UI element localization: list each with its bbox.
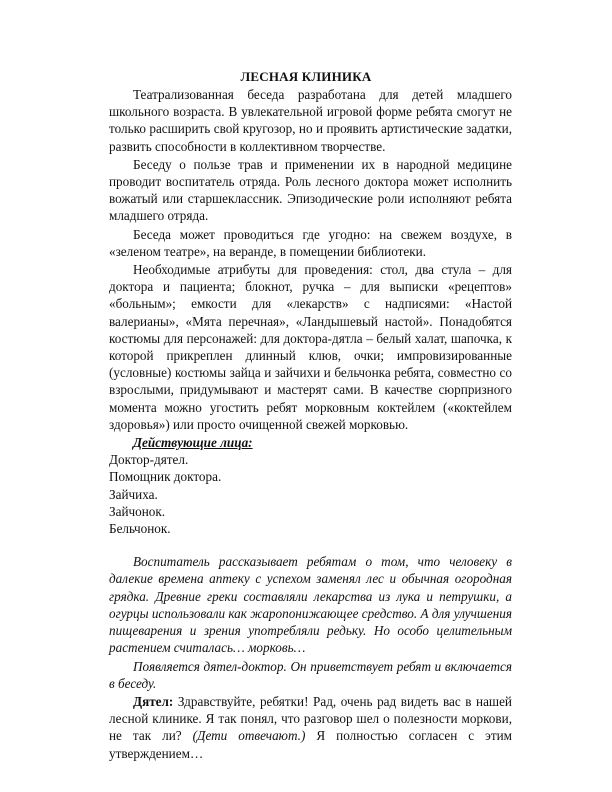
- intro-paragraph-4: Необходимые атрибуты для проведения: стол, два стула – для доктора и пациента; блокнот, ручка – для выписки «рецептов» «больным»; емкости для «лекарств» с надписями: «Настой валерианы», «Мята перечная», «Ландышевый настой». Понадобятся костюмы для персонажей: для доктора-дятла – белый халат, шапочка, к которой прикреплен длинный клюв, очки; импровизированные (условные) костюмы зайца и зайчихи и бельчонка ребята, совместно со взрослыми, придумывают и мастерят сами. В качестве сюрпризного момента можно угостить ребят морковным коктейлем («коктейлем здоровья») или просто очищенной свежей морковью.: [109, 262, 512, 432]
- document-body: [109, 86, 512, 762]
- cast-item-squirrel: Бельчонок.: [109, 521, 171, 537]
- cast-item-assistant: Помощник доктора.: [109, 469, 222, 485]
- spacer: [109, 537, 512, 553]
- intro-paragraph-1: Театрализованная беседа разработана для детей младшего школьного возраста. В увлекательной игровой форме ребята смогут не только расширить свой кругозор, но и проявить артистические задатки, развить способности в коллективном творчестве.: [109, 87, 512, 154]
- intro-paragraph-2: Беседу о пользе трав и применении их в народной медицине проводит воспитатель отряда. Роль лесного доктора может исполнить вожатый или старшеклассник. Эпизодические роли исполняют ребята младшего отряда.: [109, 156, 512, 224]
- speaker-name: Дятел:: [133, 693, 174, 709]
- cast-item-leveret: Зайчонок.: [109, 503, 166, 519]
- dialogue-line-woodpecker: [109, 693, 512, 762]
- cast-item-doctor: Доктор-дятел.: [109, 452, 189, 468]
- stage-direction-2: Появляется дятел-доктор. Он приветствует ребят и включается в беседу.: [109, 658, 512, 691]
- intro-paragraph-3: Беседа может проводиться где угодно: на свежем воздухе, в «зеленом театре», на веранде, в помещении библиотеки.: [109, 226, 512, 259]
- dialogue-remark: (Дети отвечают.): [192, 728, 306, 744]
- dialogue-text-2: Я полностью согласен с этим утверждением…: [109, 728, 512, 761]
- stage-direction-1: Воспитатель рассказывает ребятам о том, что человеку в далекие времена аптеку с успехом заменял лес и обычная огородная грядка. Древние греки составляли лекарства из лука и петрушки, а огурцы использовали как жаропонижающее средство. А для улучшения пищеварения и зрения употребляли редьку. Но особо целительным растением считалась… морковь…: [109, 554, 512, 656]
- cast-heading: Действующие лица:: [133, 435, 253, 451]
- dialogue-text-1: Здравствуйте, ребятки! Рад, очень рад видеть вас в нашей лесной клинике. Я так понял, что разговор шел о полезности моркови, не так ли?: [109, 693, 512, 744]
- cast-item-hare: Зайчиха.: [109, 486, 158, 502]
- document-title: ЛЕСНАЯ КЛИНИКА: [240, 69, 372, 84]
